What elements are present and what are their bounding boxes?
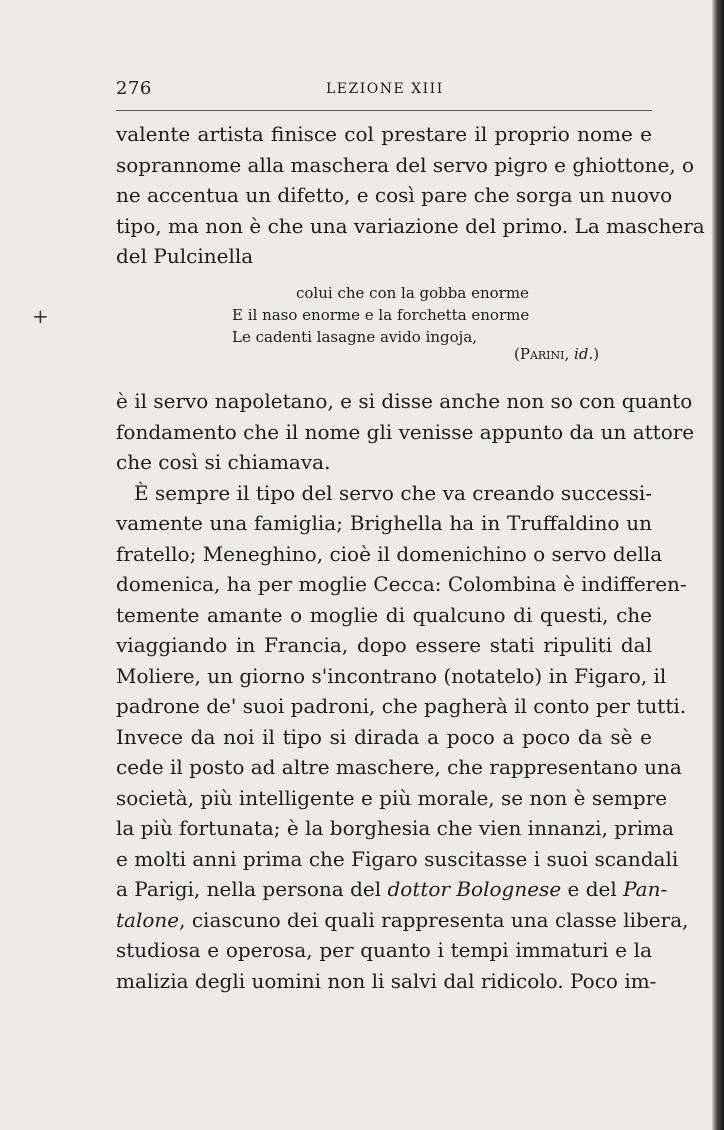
text-line: e molti anni prima che Figaro suscitasse i suoi scandali <box>116 846 679 871</box>
text-line: viaggiando in Francia, dopo essere stati ripuliti dal <box>116 633 652 657</box>
italic-term: talone <box>116 907 180 932</box>
citation-author: Parini <box>519 345 565 363</box>
page-header <box>116 78 652 102</box>
text-line: tipo, ma non è che una variazione del primo. La maschera <box>116 213 705 238</box>
italic-term: dottor Bolognese <box>387 877 562 901</box>
citation-sep: , <box>564 345 575 363</box>
text-line: fondamento che il nome gli venisse appunto da un attore <box>116 419 695 444</box>
italic-term: Pan- <box>623 877 668 901</box>
verse-line: colui che con la gobba enorme <box>296 284 529 302</box>
text-line: padrone de' suoi padroni, che pagherà il conto per tutti. <box>116 694 687 718</box>
text-segment: , ciascuno dei quali rappresenta una classe libera, <box>179 907 689 932</box>
verse-line: E il naso enorme e la forchetta enorme <box>232 306 530 324</box>
header-rule <box>116 110 652 111</box>
text-line <box>116 874 668 905</box>
scan-edge <box>712 0 724 1130</box>
text-line: studiosa e operosa, per quanto i tempi immaturi e la <box>116 938 652 962</box>
text-line: È sempre il tipo del servo che va creando successi- <box>134 480 652 505</box>
text-line: domenica, ha per moglie Cecca: Colombina è indifferen- <box>116 572 687 596</box>
text-line: cede il posto ad altre maschere, che rappresentano una <box>116 755 682 779</box>
text-line: fratello; Meneghino, cioè il domenichino o servo della <box>116 541 663 566</box>
citation-ref: id. <box>574 345 594 363</box>
text-line: ne accentua un difetto, e così pare che sorga un nuovo <box>116 183 673 207</box>
citation-open: ( <box>514 345 520 363</box>
text-segment: a Parigi, nella persona del <box>116 877 388 901</box>
page-number: 276 <box>116 78 152 99</box>
paragraph-2-3 <box>116 386 695 996</box>
text-line: la più fortunata; è la borghesia che vien innanzi, prima <box>116 816 674 840</box>
text-line: vamente una famiglia; Brighella ha in Truffaldino un <box>116 511 652 535</box>
text-line: è il servo napoletano, e si disse anche non so con quanto <box>116 389 693 413</box>
text-line: del Pulcinella <box>116 244 254 268</box>
text-line: valente artista finisce col prestare il proprio nome e <box>116 122 652 146</box>
verse-line: Le cadenti lasagne avido ingoja, <box>232 328 478 346</box>
citation <box>514 345 599 363</box>
text-segment: e del <box>561 877 624 901</box>
text-line: Moliere, un giorno s'incontrano (notatelo) in Figaro, il <box>116 663 667 688</box>
text-line: che così si chiamava. <box>116 450 331 474</box>
text-line: Invece da noi il tipo si dirada a poco a poco da sè e <box>116 724 652 749</box>
margin-annotation: + <box>32 304 49 328</box>
text-line: società, più intelligente e più morale, se non è sempre <box>116 785 668 810</box>
paragraph-1 <box>116 119 705 272</box>
text-line <box>116 905 689 936</box>
text-line: malizia degli uomini non li salvi dal ridicolo. Poco im- <box>116 968 657 993</box>
verse-quotation <box>232 282 529 348</box>
text-line: soprannome alla maschera del servo pigro e ghiottone, o <box>116 152 695 177</box>
text-line: temente amante o moglie di qualcuno di questi, che <box>116 602 652 627</box>
running-head: LEZIONE XIII <box>326 81 444 97</box>
citation-close: ) <box>593 345 600 363</box>
